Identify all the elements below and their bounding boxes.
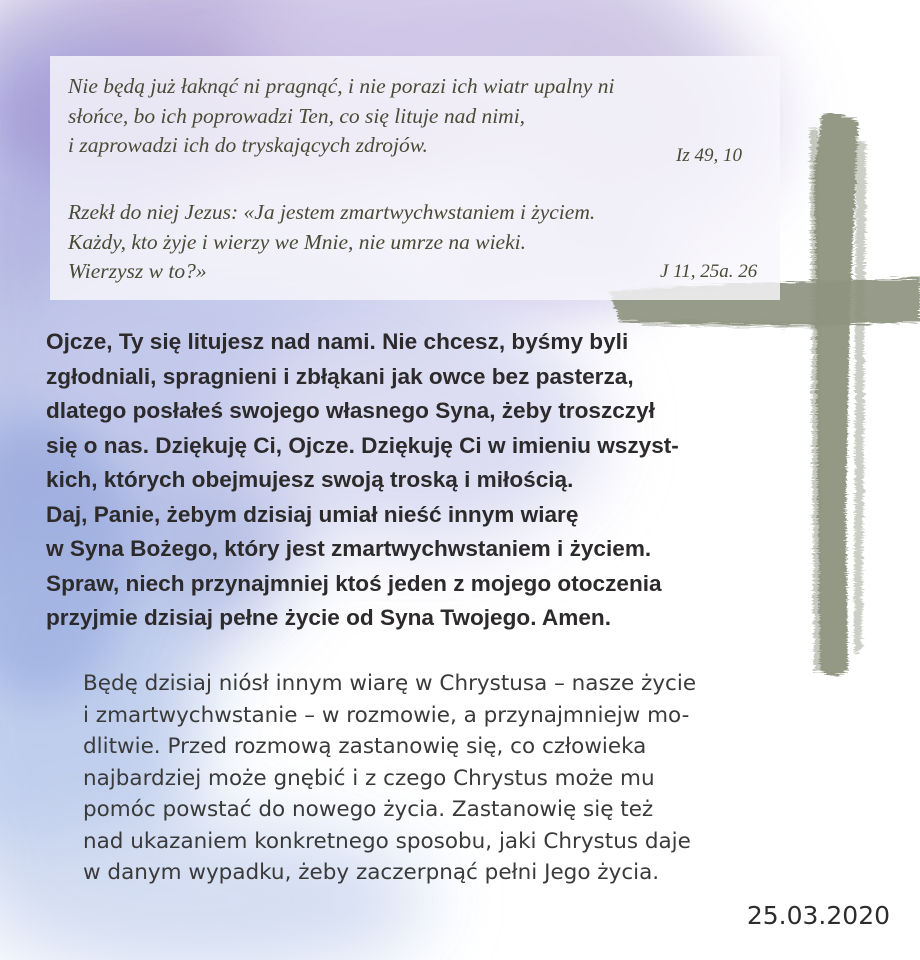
- date-label: 25.03.2020: [746, 901, 890, 930]
- scripture-reference-isaiah: Iz 49, 10: [676, 145, 742, 166]
- prayer-text: Ojcze, Ty się litujesz nad nami. Nie chcesz, byśmy byli zgłodniali, spragnieni i zbłąkani jak owce bez pasterza, dlatego posłałeś swojego własnego Syna, żeby troszczył się o nas. Dziękuję Ci, Ojcze. Dziękuję Ci w imieniu wszyst- kich, których obejmujesz swoją troską i miłością. Daj, Panie, żebym dzisiaj umiał nieść innym wiarę w Syna Bożego, który jest zmartwychwstaniem i życiem. Spraw, niech przynajmniej ktoś jeden z mojego otoczenia przyjmie dzisiaj pełne życie od Syna Twojego. Amen.: [46, 329, 679, 630]
- scripture-quote-john: Rzekł do niej Jezus: «Ja jestem zmartwychwstaniem i życiem. Każdy, kto żyje i wierzy we Mnie, nie umrze na wieki. Wierzysz w to?»: [68, 200, 596, 283]
- resolution-text: Będę dzisiaj niósł innym wiarę w Chrystusa – nasze życie i zmartwychwstanie – w rozmowie, a przynajmniejw mo- dlitwie. Przed rozmową zastanowię się, co człowieka najbardziej może gnębić i z czego Chrystus może mu pomóc powstać do nowego życia. Zastanowię się też nad ukazaniem konkretnego sposobu, jaki Chrystus daje w danym wypadku, żeby zaczerpnąć pełni Jego życia.: [83, 671, 697, 885]
- scripture-reference-john: J 11, 25a. 26: [660, 261, 758, 282]
- scripture-quote-isaiah: Nie będą już łaknąć ni pragnąć, i nie porazi ich wiatr upalny ni słońce, bo ich poprowadzi Ten, co się lituje nad nimi, i zaprowadzi ich do tryskających zdrojów.: [68, 74, 615, 157]
